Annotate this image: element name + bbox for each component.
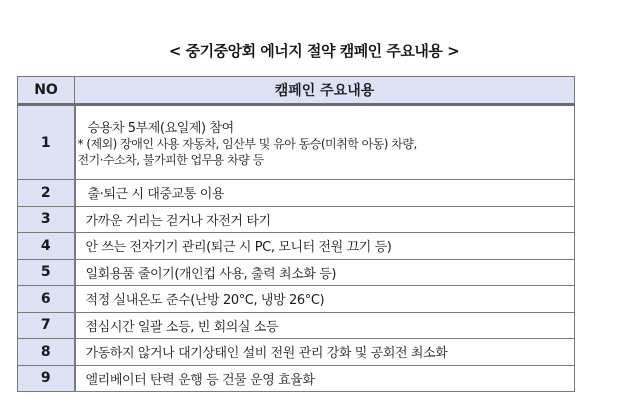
row-note-line: 전기·수소차, 불가피한 업무용 차량 등 bbox=[77, 153, 264, 167]
row-number: 8 bbox=[18, 339, 75, 366]
row-content: 가동하지 않거나 대기상태인 설비 전원 관리 강화 및 공회전 최소화 bbox=[75, 339, 575, 366]
row-number: 5 bbox=[18, 259, 75, 286]
row-content: 엘리베이터 탄력 운행 등 건물 운영 효율화 bbox=[75, 365, 575, 392]
table-row bbox=[18, 105, 575, 180]
row-number: 4 bbox=[18, 233, 75, 260]
row-number: 3 bbox=[18, 206, 75, 233]
header-content: 캠페인 주요내용 bbox=[75, 77, 575, 105]
row-number: 7 bbox=[18, 312, 75, 339]
table-row bbox=[18, 180, 575, 207]
row-content bbox=[75, 180, 575, 207]
row-number: 1 bbox=[18, 105, 75, 180]
document-title: < 중기중앙회 에너지 절약 캠페인 주요내용 > bbox=[168, 42, 460, 60]
row-number: 2 bbox=[18, 180, 75, 207]
table-row bbox=[18, 233, 575, 260]
row-content: 적정 실내온도 준수(난방 20°C, 냉방 26°C) bbox=[75, 286, 575, 313]
table-row bbox=[18, 365, 575, 392]
row-number: 6 bbox=[18, 286, 75, 313]
header-no: NO bbox=[18, 77, 75, 105]
table-row bbox=[18, 206, 575, 233]
row-content bbox=[75, 105, 575, 180]
row-note-line: * (제외) 장애인 사용 자동차, 임산부 및 유아 동승(미취학 아동) 차량, bbox=[77, 137, 417, 151]
row-content: 안 쓰는 전자기기 관리(퇴근 시 PC, 모니터 전원 끄기 등) bbox=[75, 233, 575, 260]
table-row bbox=[18, 259, 575, 286]
table-row bbox=[18, 286, 575, 313]
table-header-row bbox=[18, 77, 575, 105]
row-number: 9 bbox=[18, 365, 75, 392]
row-main-text: 승용차 5부제(요일제) 참여 bbox=[87, 121, 234, 136]
table-row bbox=[18, 339, 575, 366]
row-main-text: 출·퇴근 시 대중교통 이용 bbox=[87, 187, 225, 203]
row-content: 일회용품 줄이기(개인컵 사용, 출력 최소화 등) bbox=[75, 259, 575, 286]
campaign-table bbox=[17, 76, 575, 392]
row-content: 점심시간 일괄 소등, 빈 회의실 소등 bbox=[75, 312, 575, 339]
row-content: 가까운 거리는 걷거나 자전거 타기 bbox=[75, 206, 575, 233]
table-row bbox=[18, 312, 575, 339]
